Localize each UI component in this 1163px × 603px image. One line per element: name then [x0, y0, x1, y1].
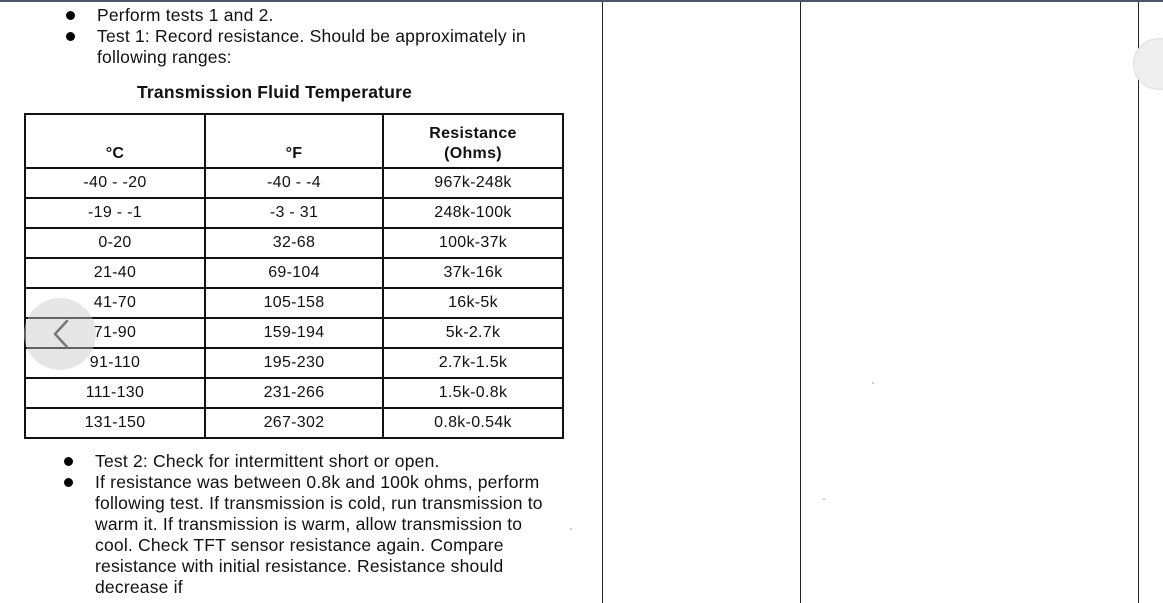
cell-fahrenheit: -3 - 31	[205, 198, 383, 228]
header-resistance	[383, 114, 563, 168]
temperature-resistance-table	[24, 113, 564, 439]
cell-resistance: 37k-16k	[383, 258, 563, 288]
cell-celsius: 71-90	[25, 318, 205, 348]
table-title: Transmission Fluid Temperature	[137, 82, 413, 102]
table-row	[25, 228, 563, 258]
cell-resistance: 248k-100k	[383, 198, 563, 228]
cell-fahrenheit: 231-266	[205, 378, 383, 408]
table-row	[25, 408, 563, 438]
cell-fahrenheit: 195-230	[205, 348, 383, 378]
bullet-text: Test 2: Check for intermittent short or open.	[95, 451, 440, 471]
bullet-text: Perform tests 1 and 2.	[97, 5, 274, 25]
bullet-dot-icon	[66, 32, 75, 41]
cell-resistance: 2.7k-1.5k	[383, 348, 563, 378]
previous-page-button[interactable]	[24, 298, 96, 370]
column-divider	[602, 2, 603, 603]
bullet-list-top	[0, 5, 600, 68]
table-row	[25, 348, 563, 378]
cell-fahrenheit: 32-68	[205, 228, 383, 258]
cell-celsius: 0-20	[25, 228, 205, 258]
cell-celsius: 131-150	[25, 408, 205, 438]
cell-resistance: 967k-248k	[383, 168, 563, 198]
header-celsius: °C	[25, 114, 205, 168]
table-header-row	[25, 114, 563, 168]
cell-fahrenheit: 69-104	[205, 258, 383, 288]
bullet-text: Test 1: Record resistance. Should be approximately in following ranges:	[97, 26, 526, 67]
cell-celsius: 41-70	[25, 288, 205, 318]
header-fahrenheit: °F	[205, 114, 383, 168]
cell-celsius: 91-110	[25, 348, 205, 378]
table-row	[25, 258, 563, 288]
bullet-item	[0, 472, 599, 598]
cell-fahrenheit: 267-302	[205, 408, 383, 438]
cell-resistance: 0.8k-0.54k	[383, 408, 563, 438]
table-row	[25, 378, 563, 408]
table-row	[25, 168, 563, 198]
scan-speck	[872, 382, 874, 384]
header-resistance-text: Resistance (Ohms)	[429, 125, 517, 162]
cell-fahrenheit: 105-158	[205, 288, 383, 318]
cell-celsius: -40 - -20	[25, 168, 205, 198]
bullet-item	[0, 451, 599, 472]
bullet-dot-icon	[64, 457, 73, 466]
table-row	[25, 288, 563, 318]
cell-fahrenheit: -40 - -4	[205, 168, 383, 198]
cell-resistance: 100k-37k	[383, 228, 563, 258]
cell-resistance: 5k-2.7k	[383, 318, 563, 348]
bullet-dot-icon	[64, 478, 73, 487]
table-row	[25, 318, 563, 348]
column-divider	[1138, 2, 1139, 603]
scan-speck	[823, 498, 825, 500]
cell-fahrenheit: 159-194	[205, 318, 383, 348]
chevron-left-icon	[52, 319, 70, 349]
cell-celsius: 111-130	[25, 378, 205, 408]
bullet-list-bottom	[0, 451, 599, 598]
column-divider	[800, 2, 801, 603]
cell-celsius: -19 - -1	[25, 198, 205, 228]
cell-resistance: 16k-5k	[383, 288, 563, 318]
bullet-item	[0, 26, 600, 68]
bullet-text: If resistance was between 0.8k and 100k ohms, perform following test. If transmission is cold, run transmission to warm it. If transmission is warm, allow transmission to cool. Check TFT sensor resistance again. Compare resistance with initial resistance. Resistance should decrease if	[95, 472, 543, 597]
bullet-item	[0, 5, 600, 26]
cell-celsius: 21-40	[25, 258, 205, 288]
cell-resistance: 1.5k-0.8k	[383, 378, 563, 408]
table-row	[25, 198, 563, 228]
bullet-dot-icon	[66, 11, 75, 20]
scan-speck	[570, 528, 572, 530]
